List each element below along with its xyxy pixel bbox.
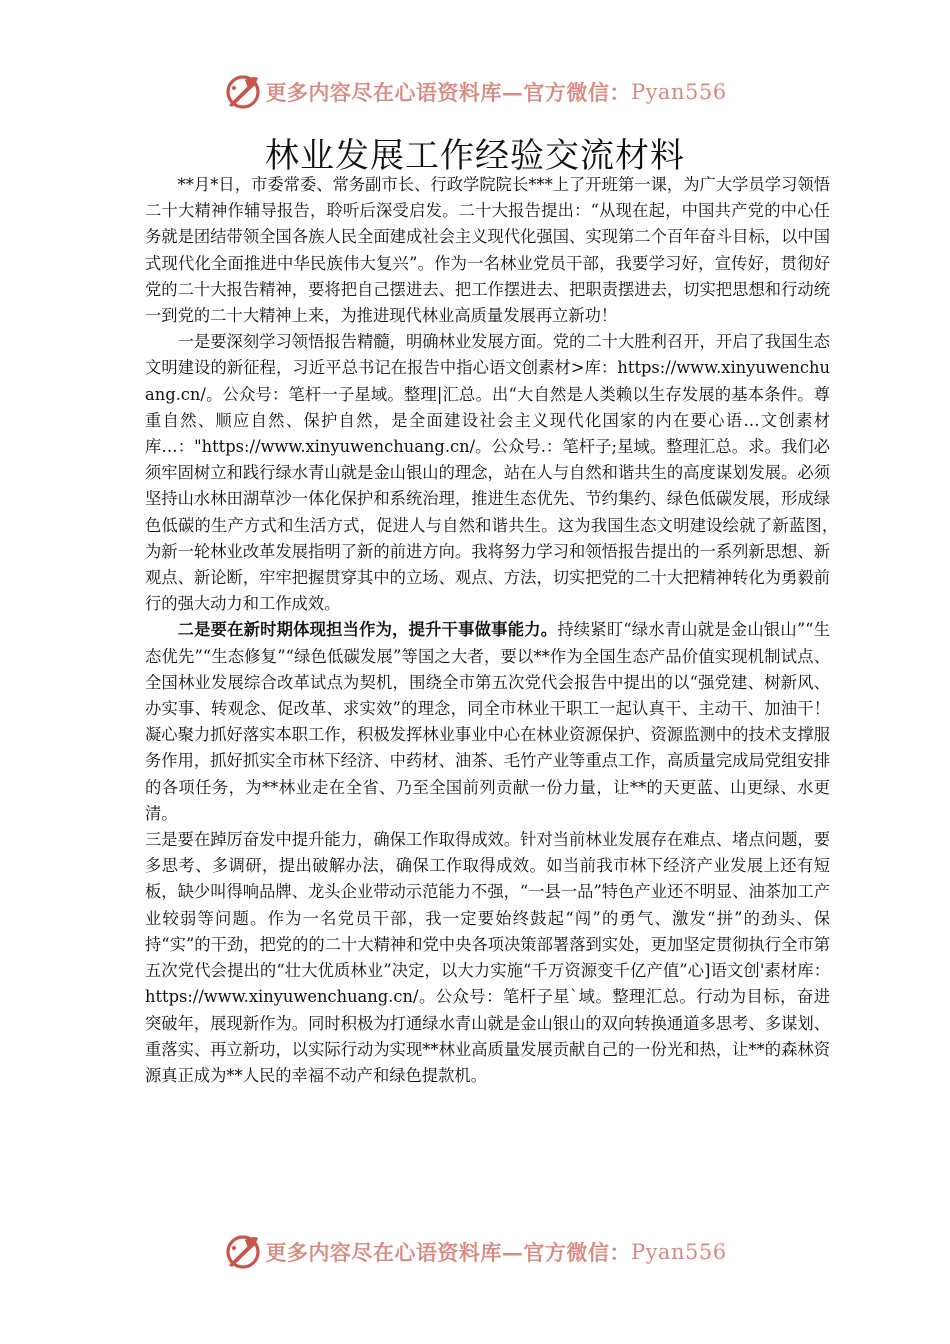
paragraph-1-text: **月*日，市委常委、常务副市长、行政学院院长***上了开班第一课，为广大学员学习领悟二十大精神作辅导报告，聆听后深受启发。二十大报告提出：“从现在起，中国共产党的中心任务就是团结带领全国各族人民全面建成社会主义现代化强国、实现第二个百年奋斗目标，以中国式现代化全面推进中华民族伟大复兴”。作为一名林业党员干部，我要学习好，宣传好，贯彻好党的二十大报告精神，要将把自己摆进去、把工作摆进去、把职责摆进去，切实把思想和行动统一到党的二十大精神上来，为推进现代林业高质量发展再立新功！ (145, 175, 830, 326)
footer-banner (0, 1232, 950, 1272)
paragraph-1 (145, 172, 830, 329)
banner-text: 更多内容尽在心语资料库—官方微信： (265, 80, 631, 105)
document-body (145, 172, 847, 1089)
header-banner (0, 72, 950, 112)
paragraph-3-lead: 二是要在新时期体现担当作为，提升干事做事能力。 (177, 620, 558, 640)
quill-logo-icon (223, 72, 263, 112)
paragraph-4-text: 三是要在踔厉奋发中提升能力，确保工作取得成效。针对当前林业发展存在难点、堵点问题，要多思考、多调研，提出破解办法，确保工作取得成效。如当前我市林下经济产业发展上还有短板，缺少叫得响品牌、龙头企业带动示范能力不强，“一县一品”特色产业还不明显、油茶加工产业较弱等问题。作为一名党员干部，我一定要始终鼓起“闯”的勇气、激发“拼”的劲头、保持“实”的干劲，把党的的二十大精神和党中央各项决策部署落到实处，更加坚定贯彻执行全市第五次党代会提出的“壮大优质林业”决定，以大力实施“千万资源变千亿产值”心]语文创'素材库：https://www.xinyuwenchuang.cn/。公众号：笔杆子星`域。整理汇总。行动为目标，奋进突破年，展现新作为。同时积极为打通绿水青山就是金山银山的双向转换通道多思考、多谋划、重落实、再立新功，以实际行动为实现**林业高质量发展贡献自己的一份光和热，让**的森林资源真正成为**人民的幸福不动产和绿色提款机。 (145, 830, 830, 1085)
banner-text: 更多内容尽在心语资料库—官方微信： (265, 1240, 631, 1265)
paragraph-3 (145, 617, 830, 827)
document-title: 林业发展工作经验交流材料 (265, 136, 685, 176)
paragraph-2-text: 一是要深刻学习领悟报告精髓，明确林业发展方面。党的二十大胜利召开，开启了我国生态文明建设的新征程，习近平总书记在报告中指心语文创素材>库：https://www.xinyuwenchuang.cn/。公众号：笔杆一子星域。整理|汇总。出“大自然是人类赖以生存发展的基本条件。尊重自然、顺应自然、保护自然，是全面建设社会主义现代化国家的内在要心语…文创素材库…："https://www.xinyuwenchuang.cn/。公众号.：笔杆子;星域。整理汇总。求。我们必须牢固树立和践行绿水青山就是金山银山的理念，站在人与自然和谐共生的高度谋划发展。必须坚持山水林田湖草沙一体化保护和系统治理，推进生态优先、节约集约、绿色低碳发展，形成绿色低碳的生产方式和生活方式，促进人与自然和谐共生。这为我国生态文明建设绘就了新蓝图， 为新一轮林业改革发展指明了新的前进方向。我将努力学习和领悟报告提出的一系列新思想、新观点、新论断，牢牢把握贯穿其中的立场、观点、方法，切实把党的二十大把精神转化为勇毅前行的强大动力和工作成效。 (145, 332, 847, 614)
paragraph-4 (145, 827, 830, 1089)
paragraph-3-text: 持续紧盯“绿水青山就是金山银山”“生态优先”“生态修复”“绿色低碳发展”等国之大者，要以**作为全国生态产品价值实现机制试点、全国林业发展综合改革试点为契机，围绕全市第五次党代会报告中提出的以“强党建、树新风、办实事、转观念、促改革、求实效”的理念，同全市林业干职工一起认真干、主动干、加油干！凝心聚力抓好落实本职工作，积极发挥林业事业中心在林业资源保护、资源监测中的技术支撑服务作用，抓好抓实全市林下经济、中药材、油茶、毛竹产业等重点工作，高质量完成局党组安排的各项任务，为**林业走在全省、乃至全国前列贡献一份力量，让**的天更蓝、山更绿、水更清。 (145, 620, 830, 823)
paragraph-2 (145, 329, 847, 617)
banner-wechat-id: Pyan556 (630, 80, 727, 104)
quill-logo-icon (223, 1232, 263, 1272)
banner-wechat-id: Pyan556 (630, 1240, 727, 1264)
